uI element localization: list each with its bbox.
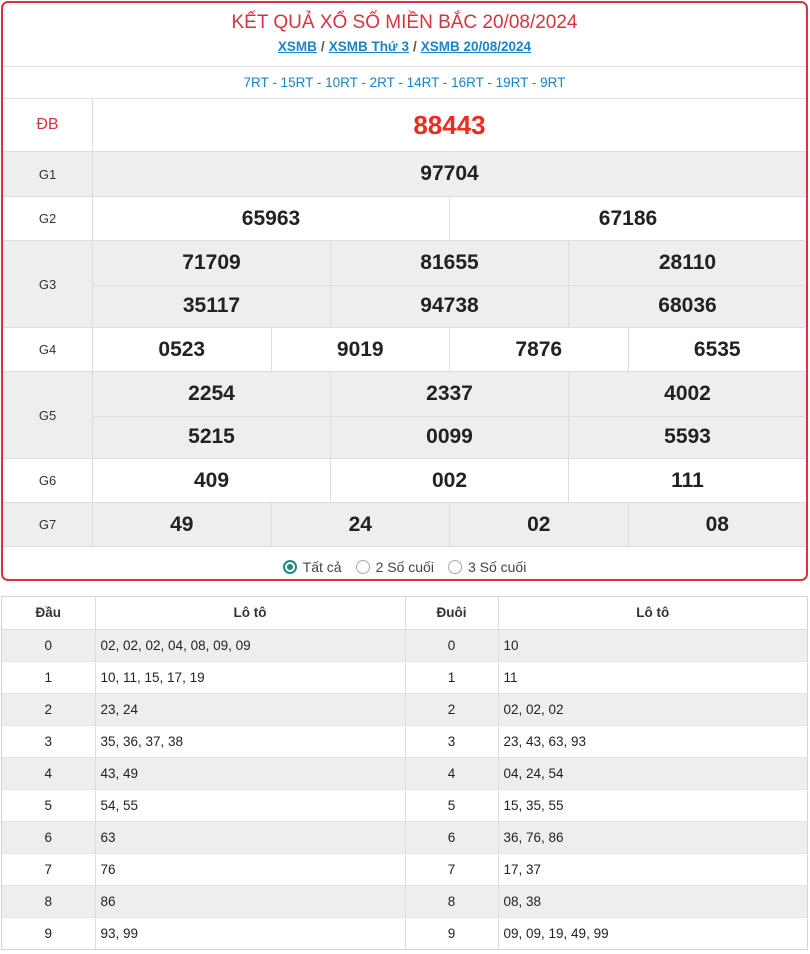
table-row [2,821,807,853]
cell-duoi-list: 08, 38 [498,885,807,917]
prize-label: G3 [3,241,93,327]
table-row [2,693,807,725]
prize-line [93,416,806,459]
cell-duoi: 8 [405,885,498,917]
prize-line [93,328,806,371]
prize-row-g6 [3,459,806,503]
cell-duoi: 3 [405,725,498,757]
filter-label: Tất cả [302,559,342,575]
cell-dau: 6 [2,821,95,853]
prize-row-g4 [3,328,806,372]
prize-number: 65963 [241,206,301,230]
prize-row-g1 [3,152,806,197]
cell-duoi-list: 23, 43, 63, 93 [498,725,807,757]
loto-panel [1,596,808,950]
table-row [2,725,807,757]
prize-number: 08 [628,503,807,546]
prize-numbers [93,152,806,196]
prize-number: 5215 [188,425,235,449]
radio-icon[interactable] [448,560,462,574]
prize-number: 5593 [568,417,806,459]
special-prize-number: 88443 [413,109,486,140]
filter-label: 3 Số cuối [467,559,527,575]
prize-label: ĐB [3,99,93,151]
prize-label: G5 [3,372,93,458]
radio-icon[interactable] [283,560,297,574]
prize-number: 0523 [158,337,206,361]
result-header [3,3,806,67]
cell-dau-list: 54, 55 [95,789,405,821]
breadcrumb-separator: / [320,39,325,54]
cell-duoi-list: 11 [498,661,807,693]
prize-numbers [93,372,806,458]
prize-number: 97704 [420,162,479,185]
prize-row-đb [3,99,806,152]
loto-table [2,597,807,949]
cell-duoi-list: 04, 24, 54 [498,757,807,789]
breadcrumb-link-weekday[interactable]: XSMB Thứ 3 [328,39,409,54]
prize-number: 81655 [330,241,568,285]
cell-dau-list: 93, 99 [95,917,405,949]
prize-number: 4002 [568,372,806,416]
filter-option-2[interactable] [448,559,526,575]
cell-dau-list: 35, 36, 37, 38 [95,725,405,757]
cell-duoi: 1 [405,661,498,693]
cell-dau: 9 [2,917,95,949]
prize-line [93,372,806,416]
cell-dau-list: 02, 02, 02, 04, 08, 09, 09 [95,629,405,661]
radio-icon[interactable] [356,560,370,574]
cell-dau: 2 [2,693,95,725]
cell-dau-list: 63 [95,821,405,853]
cell-dau-list: 23, 24 [95,693,405,725]
cell-dau: 0 [2,629,95,661]
col-dau-header: Đầu [2,597,95,629]
prize-numbers [93,241,806,327]
prize-line [93,197,806,240]
cell-duoi: 0 [405,629,498,661]
table-row [2,757,807,789]
prize-line [93,503,806,546]
breadcrumb-link-xsmb[interactable]: XSMB [277,39,317,54]
col-duoi-header: Đuôi [405,597,498,629]
breadcrumb-link-date[interactable]: XSMB 20/08/2024 [420,39,532,54]
prize-label: G4 [3,328,93,371]
cell-dau: 3 [2,725,95,757]
prize-number: 0099 [330,417,568,459]
prize-numbers [93,197,806,240]
cell-duoi-list: 36, 76, 86 [498,821,807,853]
prize-row-g2 [3,197,806,241]
table-row [2,789,807,821]
prize-row-g7 [3,503,806,547]
filter-label: 2 Số cuối [375,559,434,575]
filter-option-1[interactable] [356,559,434,575]
cell-duoi-list: 09, 09, 19, 49, 99 [498,917,807,949]
prize-row-g3 [3,241,806,328]
table-row [2,629,807,661]
prize-number: 68036 [568,286,806,328]
prize-number: 24 [271,503,450,546]
cell-dau-list: 76 [95,853,405,885]
prize-number: 9019 [271,328,450,371]
loto-header-row [2,597,807,629]
table-row [2,885,807,917]
cell-duoi-list: 10 [498,629,807,661]
prize-label: G6 [3,459,93,502]
cell-duoi: 4 [405,757,498,789]
cell-duoi-list: 17, 37 [498,853,807,885]
cell-duoi: 2 [405,693,498,725]
col-loto-header: Lô tô [498,597,807,629]
prize-number: 111 [568,459,806,502]
page-title: KẾT QUẢ XỔ SỐ MIỀN BẮC 20/08/2024 [231,12,578,33]
prize-number: 02 [449,503,628,546]
col-loto-header: Lô tô [95,597,405,629]
prize-number: 409 [193,468,230,492]
prize-table [3,99,806,547]
cell-duoi: 6 [405,821,498,853]
prize-label: G1 [3,152,93,196]
prize-number: 7876 [449,328,628,371]
prize-number: 002 [330,459,568,502]
prize-number: 2337 [330,372,568,416]
prize-line [93,459,806,502]
cell-dau-list: 86 [95,885,405,917]
prize-row-g5 [3,372,806,459]
breadcrumb [3,37,806,57]
prize-number: 71709 [182,250,241,274]
prize-numbers [93,99,806,151]
cell-duoi-list: 15, 35, 55 [498,789,807,821]
prize-line [93,241,806,285]
prize-label: G2 [3,197,93,240]
digit-filter [3,547,806,581]
prize-number: 35117 [182,294,241,318]
breadcrumb-separator: / [412,39,417,54]
cell-duoi-list: 02, 02, 02 [498,693,807,725]
prize-number: 67186 [449,197,806,240]
cell-duoi: 5 [405,789,498,821]
cell-dau: 7 [2,853,95,885]
prize-line [93,152,806,196]
cell-dau: 8 [2,885,95,917]
cell-duoi: 9 [405,917,498,949]
prize-numbers [93,328,806,371]
table-row [2,661,807,693]
prize-line [93,99,806,151]
table-row [2,853,807,885]
filter-option-0[interactable] [283,559,342,575]
cell-dau: 4 [2,757,95,789]
ticket-codes: 7RT - 15RT - 10RT - 2RT - 14RT - 16RT - 19RT - 9RT [3,67,806,99]
cell-dau-list: 43, 49 [95,757,405,789]
table-row [2,917,807,949]
prize-number: 2254 [188,381,235,405]
cell-duoi: 7 [405,853,498,885]
prize-numbers [93,459,806,502]
result-panel [1,1,808,581]
prize-numbers [93,503,806,546]
prize-number: 28110 [568,241,806,285]
prize-number: 6535 [628,328,807,371]
prize-number: 94738 [330,286,568,328]
prize-line [93,285,806,328]
cell-dau: 1 [2,661,95,693]
prize-label: G7 [3,503,93,546]
cell-dau: 5 [2,789,95,821]
prize-number: 49 [170,512,194,536]
cell-dau-list: 10, 11, 15, 17, 19 [95,661,405,693]
